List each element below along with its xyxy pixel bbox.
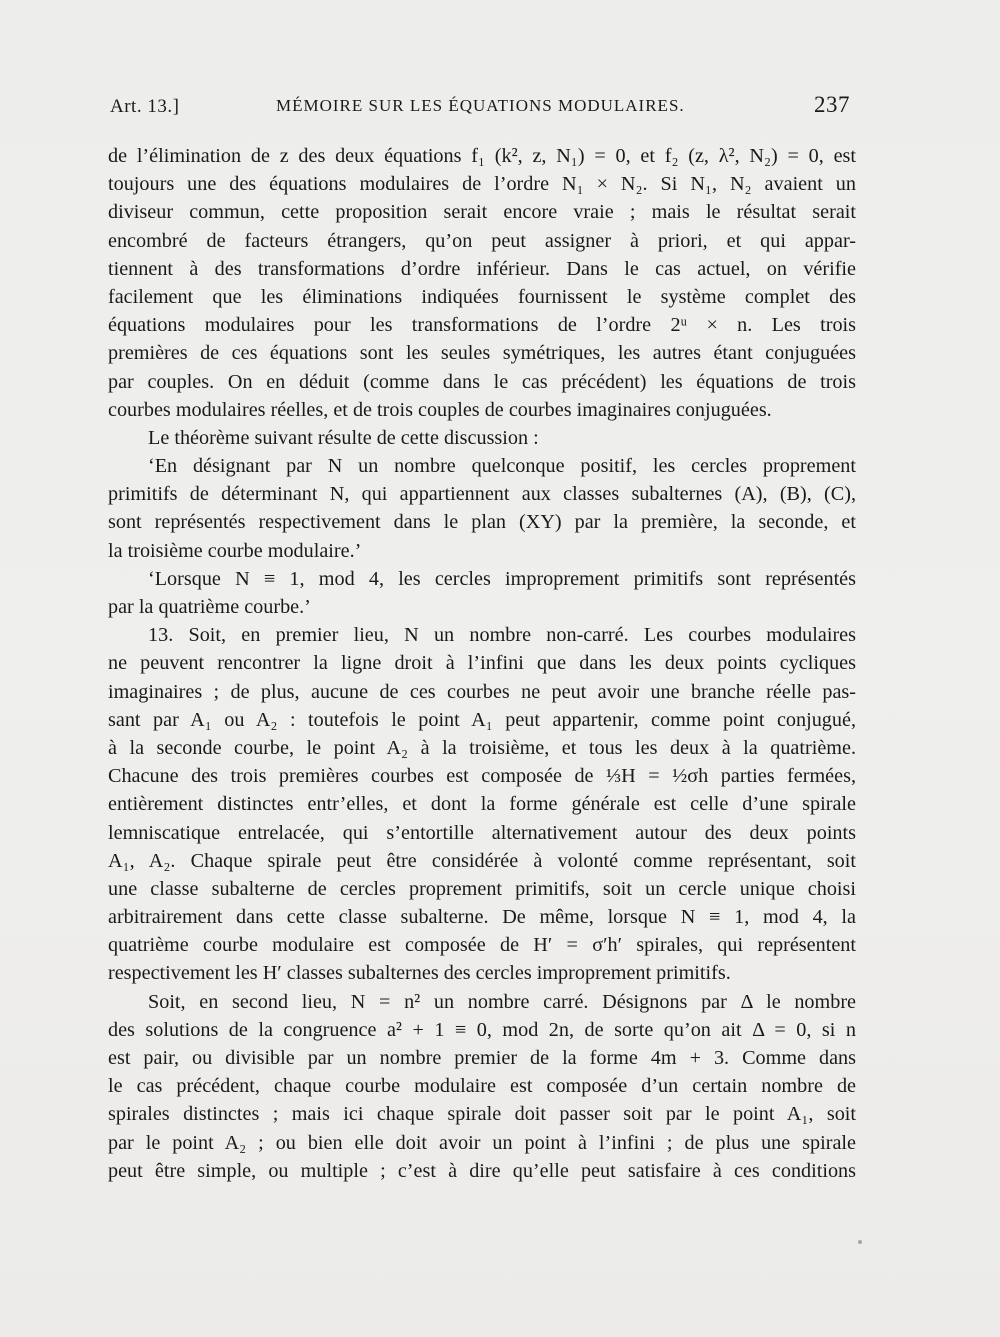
text-line: par le point A₂ ; ou bien elle doit avoir un point à l’infini ; de plus une spirale [108, 1131, 856, 1154]
text-line: courbes modulaires réelles, et de trois couples de courbes imaginaires conjuguées. [108, 398, 772, 421]
text-line: par la quatrième courbe.’ [108, 596, 311, 618]
text-line: une classe subalterne de cercles proprement primitifs, soit un cercle unique choisi [108, 877, 856, 900]
text-line: respectivement les H′ classes subalternes des cercles improprement primitifs. [108, 962, 731, 985]
text-line: ‘En désignant par N un nombre quelconque positif, les cercles proprement [148, 455, 856, 478]
article-reference: Art. 13.] [110, 96, 180, 117]
text-line: premières de ces équations sont les seules symétriques, les autres étant conjuguées [108, 342, 856, 365]
text-line: arbitrairement dans cette classe subalterne. De même, lorsque N ≡ 1, mod 4, la [108, 906, 856, 929]
text-line: ne peuvent rencontrer la ligne droit à l’infini que dans les deux points cycliques [108, 652, 856, 675]
text-line: lemniscatique entrelacée, qui s’entortille alternativement autour des deux points [108, 821, 856, 844]
text-line: primitifs de déterminant N, qui appartiennent aux classes subalternes (A), (B), (C), [108, 483, 856, 506]
text-line: imaginaires ; de plus, aucune de ces courbes ne peut avoir une branche réelle pas- [108, 680, 856, 703]
text-line: facilement que les éliminations indiquées fournissent le système complet des [108, 285, 856, 308]
text-line: entièrement distinctes entr’elles, et dont la forme générale est celle d’une spirale [108, 793, 856, 816]
text-line: Le théorème suivant résulte de cette discussion : [148, 426, 539, 449]
running-header [110, 92, 850, 122]
text-line: Chacune des trois premières courbes est composée de ⅓H = ½σh parties fermées, [108, 765, 856, 788]
text-line: A₁, A₂. Chaque spirale peut être considérée à volonté comme représentant, soit [108, 849, 856, 872]
text-line: toujours une des équations modulaires de l’ordre N₁ × N₂. Si N₁, N₂ avaient un [108, 173, 856, 196]
running-title: MÉMOIRE SUR LES ÉQUATIONS MODULAIRES. [276, 96, 685, 115]
text-line: équations modulaires pour les transformations de l’ordre 2ᵘ × n. Les trois [108, 314, 856, 337]
text-line: peut être simple, ou multiple ; c’est à dire qu’elle peut satisfaire à ces conditions [108, 1159, 856, 1182]
text-line: encombré de facteurs étrangers, qu’on peut assigner à priori, et qui appar- [108, 229, 856, 252]
page-number: 237 [814, 92, 850, 117]
text-line: 13. Soit, en premier lieu, N un nombre non-carré. Les courbes modulaires [148, 624, 856, 647]
paper-speck [858, 1240, 862, 1244]
text-line: des solutions de la congruence a² + 1 ≡ 0, mod 2n, de sorte qu’on ait Δ = 0, si n [108, 1018, 856, 1041]
text-line: sont représentés respectivement dans le plan (XY) par la première, la seconde, et [108, 511, 856, 534]
text-line: diviseur commun, cette proposition serait encore vraie ; mais le résultat serait [108, 201, 856, 224]
text-line: de l’élimination de z des deux équations f₁ (k², z, N₁) = 0, et f₂ (z, λ², N₂) = 0, est [108, 145, 856, 167]
text-line: sant par A₁ ou A₂ : toutefois le point A₁ peut appartenir, comme point conjugué, [108, 708, 856, 731]
text-line: est pair, ou divisible par un nombre premier de la forme 4m + 3. Comme dans [108, 1047, 856, 1069]
text-line: spirales distinctes ; mais ici chaque spirale doit passer soit par le point A₁, soit [108, 1103, 856, 1126]
text-line: tiennent à des transformations d’ordre inférieur. Dans le cas actuel, on vérifie [108, 257, 856, 280]
text-line: quatrième courbe modulaire est composée de H′ = σ′h′ spirales, qui représentent [108, 934, 856, 957]
text-line: la troisième courbe modulaire.’ [108, 539, 362, 562]
text-line: ‘Lorsque N ≡ 1, mod 4, les cercles improprement primitifs sont représentés [148, 567, 856, 590]
text-line: Soit, en second lieu, N = n² un nombre carré. Désignons par Δ le nombre [148, 990, 856, 1013]
text-line: par couples. On en déduit (comme dans le cas précédent) les équations de trois [108, 370, 856, 393]
text-line: à la seconde courbe, le point A₂ à la troisième, et tous les deux à la quatrième. [108, 736, 856, 759]
body-text [108, 142, 856, 1185]
text-line: le cas précédent, chaque courbe modulaire est composée d’un certain nombre de [108, 1075, 856, 1098]
